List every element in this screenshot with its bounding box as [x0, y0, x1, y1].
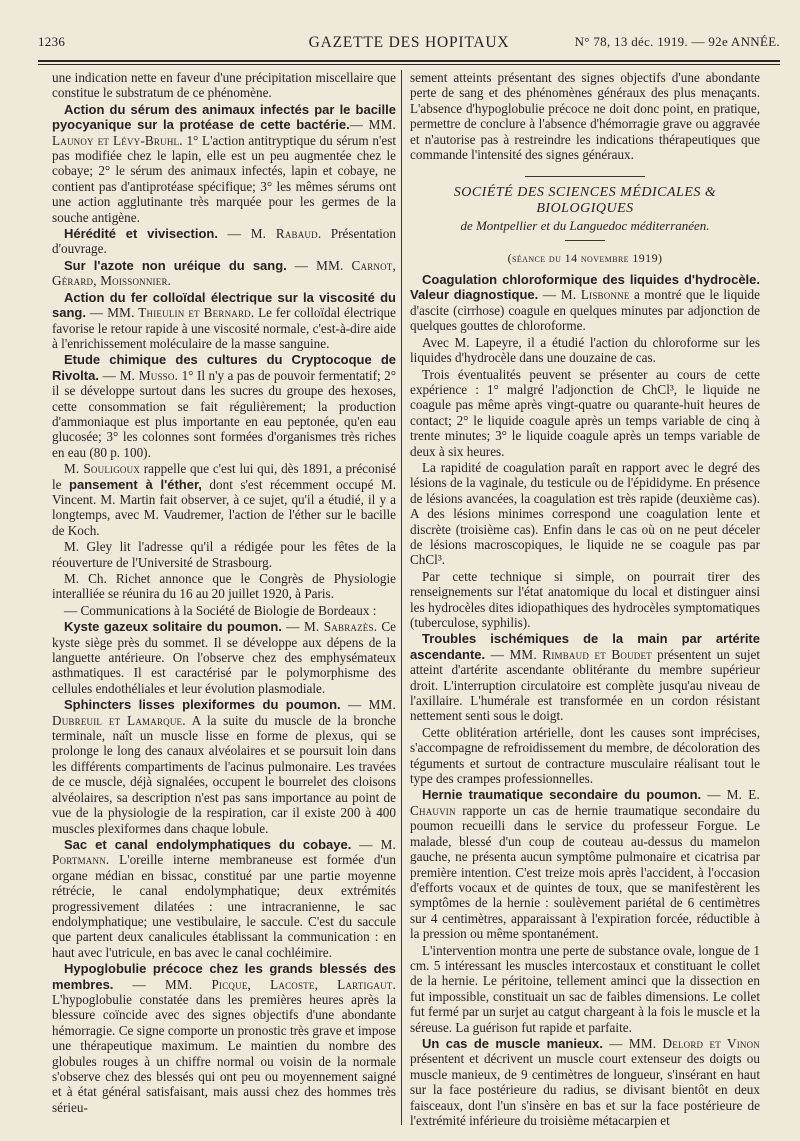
paragraph: M. Ch. Richet annonce que le Congrès de Physiologie interalliée se réunira du 16 au 20 juillet 1920, à Paris. — [52, 571, 396, 602]
article-entry — [52, 226, 396, 257]
article-entry — [410, 272, 760, 334]
article-text: Présentation d'ouvrage. — [52, 226, 396, 257]
article-text: L'hypoglobulie constatée dans les premières heures après la blessure coïncide avec des signes objectifs d'une abondante hémorragie. Ce signe comporte un pronostic très grave et impose une thérapeutique maximum. Le maintien du nombre des globules rouges à un chiffre normal ou voisin de la normale s'observe chez des blessés qui ont peu ou moyennement saigné et à état général satisfaisant, mais aussi chez des hommes très sérieu- — [52, 991, 396, 1115]
article-title: Action du fer colloïdal électrique sur la viscosité du sang. — [52, 289, 396, 321]
paragraph: M. Gley lit l'adresse qu'il a rédigée pour les fêtes de la réouverture de l'Université de Strasbourg. — [52, 539, 396, 570]
article-entry — [52, 290, 396, 352]
article-entry — [52, 697, 396, 836]
article-authors: — M. Musso. — [98, 367, 179, 383]
society-subtitle: de Montpellier et du Languedoc méditerranéen. — [460, 218, 710, 234]
article-authors: — MM. Launoy et Lévy-Bruhl. — [52, 117, 397, 148]
article-authors: — M. Rabaud. — [217, 226, 322, 242]
article-title: pansement à l'éther, — [69, 476, 202, 492]
article-text: Ce kyste siège près du sommet. Il se développe aux dépens de la languette antérieure. On l'observe chez des emphysémateux asthmatiques. Il est caractérisé par le polymorphisme des cellules endothéliales et leur évolution plasmodiale. — [52, 619, 396, 696]
article-title: Etude chimique des cultures du Cryptocoque de Rivolta. — [52, 352, 396, 383]
paragraph: sement atteints présentant des signes objectifs d'une abondante perte de sang et des phénomènes généraux des plus menaçants. L'absence d'hypoglobulie précoce ne doit donc point, en pratique, permettre de conclure à l'absence d'hémorragie grave ou aggravée et n'autorise pas à restreindre les indications thérapeutiques que commande l'intensité des signes généraux. — [410, 70, 760, 163]
paragraph: La rapidité de coagulation paraît en rapport avec le degré des lésions de la vaginale, du testicule ou de l'épididyme. En présence de lésions avancées, la coagulation est très rapide (deuxième cas). A des lésions minimes correspond une coagulation lente et discrète (troisième cas). Enfin dans le cas où on ne peut déceler de lésions macroscopiques, le liquide ne se coagule pas par ChCl³. — [410, 459, 760, 568]
article-text: présentent et décrivent un muscle court extenseur des doigts ou muscle manieux, de 9 centimètres de longueur, s'insérant en haut sur la face postérieure du radius, se divisant bientôt en deux faisceaux, dont l'un s'insère en bas et sur la face postérieure de l'extrémité inférieure du troisième métacarpien et — [410, 1051, 760, 1128]
paragraph: Trois éventualités peuvent se présenter au cours de cette expérience : 1° malgré l'adjonction de ChCl³, le liquide ne coagule pas même après vingt-quatre ou quarante-huit heures de contact; 2° le liquide coagule après un temps variable de cinq à trente minutes; 3° le liquide coagule après un temps variable de deux à six heures. — [410, 366, 760, 459]
paragraph: Avec M. Lapeyre, il a étudié l'action du chloroforme sur les liquides d'hydrocèle dans une douzaine de cas. — [410, 334, 760, 366]
header-rule-thin — [38, 64, 780, 65]
article-title: Sphincters lisses plexiformes du poumon. — [64, 697, 341, 713]
article-entry — [52, 461, 396, 538]
article-entry — [410, 631, 760, 723]
article-entry — [52, 619, 396, 696]
article-text: présentent un sujet atteint d'artérite ascendante oblitérante du membre supérieur droit. L'interruption circulatoire est complète jusqu'au niveau de l'axillaire. L'humérale est transformée en un cordon résistant nettement senti sous le doigt. — [410, 646, 760, 724]
session-date: (séance du 14 novembre 1919) — [507, 250, 663, 265]
article-authors: — MM. Carnot, Gérard, Moissonnier. — [52, 257, 396, 289]
article-authors: — MM. Thieulin et Bernard. — [85, 305, 255, 321]
article-authors: M. Souligoux — [64, 461, 141, 477]
paragraph: L'intervention montra une perte de substance ovale, longue de 1 cm. 5 intéressant les muscles intercostaux et constituant le collet de la hernie. Le péritoine, tellement aminci que la dissection en fut impossible, constituait un sac de faibles dimensions. Le collet fut fermé par un surjet au catgut chargeant à la fois le muscle et la séreuse. La guérison fut rapide et parfaite. — [410, 942, 760, 1035]
article-text: 1° L'action antitryptique du sérum n'est pas modifiée chez le lapin, elle est un peu augmentée chez le cobaye; 2° le sérum des animaux infectés, lapin et cobaye, ne contient pas d'antiprotéase spécifique; 3° les mêmes sérums ont une action agglutinante très marquée pour les germes de la souche antigène. — [52, 132, 396, 225]
article-text: Le fer colloïdal électrique favorise le retour rapide à une viscosité normale, c'est-à-dire aide à l'enrichissement moléculaire de la masse sanguine. — [52, 305, 396, 351]
article-title: Coagulation chloroformique des liquides d'hydrocèle. Valeur diagnostique. — [410, 272, 760, 303]
paragraph: Par cette technique si simple, on pourrait tirer des renseignements sur l'état anatomique du local et distinguer ainsi les hydrocèles dites idiopathiques des hydrocèles symptomatiques (tuberculose, syphilis). — [410, 568, 760, 630]
society-heading — [410, 176, 760, 266]
article-text: dont s'est récemment occupé M. Vincent. M. Martin fait observer, à ce sujet, qu'il a étudié, il y a longtemps, avec M. Vaudremer, l'action de l'éther sur le bacille de Koch. — [52, 476, 396, 538]
article-entry — [52, 352, 396, 460]
paragraph: — Communications à la Société de Biologie de Bordeaux : — [64, 602, 377, 618]
journal-title: GAZETTE DES HOPITAUX — [308, 34, 510, 51]
article-entry — [410, 787, 760, 941]
article-entry — [52, 102, 396, 225]
paragraph: une indication nette en faveur d'une précipitation miscellaire que constitue le substratum de ce phénomène. — [52, 70, 396, 101]
article-text: A la suite du muscle de la bronche terminale, naît un muscle lisse en forme de plexus, qui se prolonge le long des canaux alvéolaires et se poursuit loin dans les différents compartiments de l'acinus pulmonaire. Les travées de ce muscle, déjà signalées, occupent le bourrelet des cloisons alvéolaires, sa description n'est pas sans importance au point de vue de la physiologie de la respiration, car il existe 200 à 400 muscles plexiformes dans chaque lobule. — [52, 712, 396, 836]
article-entry — [52, 837, 396, 960]
article-entry — [52, 258, 396, 289]
article-title: Un cas de muscle manieux. — [422, 1035, 603, 1051]
society-name: SOCIÉTÉ DES SCIENCES MÉDICALES & BIOLOGIQUES — [453, 185, 717, 216]
article-title: Sur l'azote non uréique du sang. — [64, 257, 287, 273]
article-authors: — M. Lisbonne — [538, 287, 630, 303]
article-title: Hernie traumatique secondaire du poumon. — [422, 787, 702, 803]
left-column — [52, 70, 396, 1116]
article-title: Troubles ischémiques de la main par artérite ascendante. — [410, 631, 760, 662]
article-entry — [52, 961, 396, 1115]
article-title: Hypoglobulie précoce chez les grands blessés des membres. — [52, 961, 396, 992]
article-text: rapporte un cas de hernie traumatique secondaire du poumon recueilli dans le service du professeur Forgue. Le malade, blessé d'un coup de couteau au-dessus du mamelon gauche, ne présenta aucun symptôme pulmonaire et cicatrisa par première intention. C'est treize mois après l'accident, à l'occasion d'efforts vocaux et de quintes de toux, que se manifestèrent les symptômes de la hernie : soulèvement pariétal de 6 centimètres sur 4 centimètres, apparaissant à l'expiration forcée, réductible à la pression ou même spontanément. — [410, 802, 760, 942]
article-entry — [410, 1036, 760, 1128]
article-authors: — M. Portmann. — [52, 836, 396, 868]
article-authors: — MM. Delord et Vinon — [602, 1035, 761, 1051]
page-number: 1236 — [38, 34, 66, 49]
divider — [525, 176, 645, 177]
divider — [565, 240, 605, 241]
article-authors: — M. Sabrazès. — [281, 619, 378, 635]
issue-info: N° 78, 13 déc. 1919. — 92e ANNÉE. — [574, 34, 780, 49]
article-authors: — MM. Rimbaud et Boudet — [485, 646, 652, 662]
article-text: a montré que le liquide d'ascite (cirrhose) coagule en quelques minutes par adjonction de quelques gouttes de chloroforme. — [410, 287, 760, 334]
article-title: Hérédité et vivisection. — [64, 226, 218, 242]
article-authors: — MM. Picque, Lacoste, Lartigaut. — [113, 976, 396, 992]
article-title: Kyste gazeux solitaire du poumon. — [64, 619, 282, 635]
article-authors: — M. E. Chauvin — [410, 787, 760, 818]
article-authors: — MM. Dubreuil et Lamarque. — [52, 697, 396, 728]
page-header — [38, 34, 780, 56]
article-title: Sac et canal endolymphatiques du cobaye. — [64, 836, 352, 852]
right-column — [410, 70, 760, 1129]
header-rule — [38, 60, 780, 62]
article-title: Action du sérum des animaux infectés par le bacille pyocyanique sur la protéase de cette bactérie. — [52, 101, 396, 133]
article-text: L'oreille interne membraneuse est formée d'un organe médian en bissac, constitué par une partie moyenne rétrécie, le canal endolymphatique; deux extrémités progressivement dilatées : une intracranienne, le sac endolymphatique; une vestibulaire, le saccule. C'est du saccule que partent deux canalicules établissant la communication : en haut avec l'utricule, en bas avec le canal cochléimire. — [52, 852, 396, 960]
paragraph: Cette oblitération artérielle, dont les causes sont imprécises, s'accompagne de refroidissement du membre, de décoloration des téguments et surtout de contracture musculaire réalisant tout le type des crampes professionnelles. — [410, 724, 760, 787]
column-divider — [401, 70, 402, 1125]
article-text: rappelle que c'est lui qui, dès 1891, a préconisé le — [52, 461, 396, 492]
article-text: 1° Il n'y a pas de pouvoir fermentatif; 2° il se développe surtout dans les sucres du groupe des hexoses, cette consommation se fait régulièrement; la production d'ammoniaque est plus importante en eau peptonée, qu'en eau glucosée; 3° les colonnes sont formées d'organismes très riches en eau (80 p. 100). — [52, 367, 396, 460]
